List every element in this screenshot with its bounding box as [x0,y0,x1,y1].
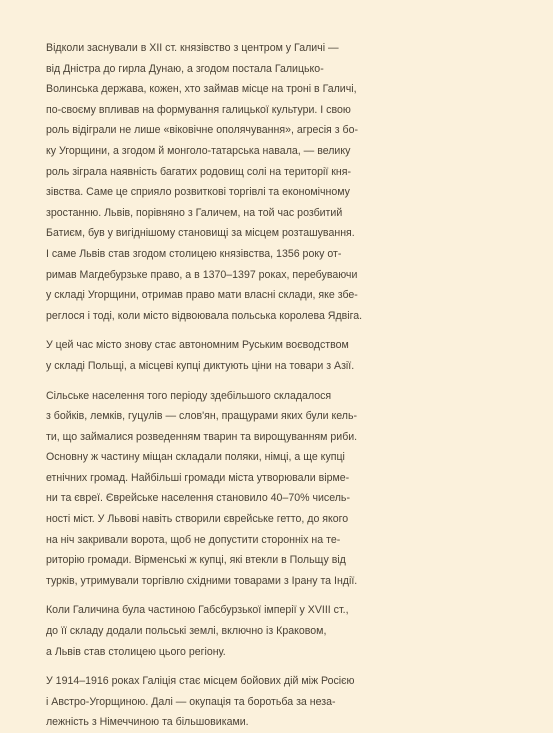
text-line: по-своєму впливав на формування галицької культури. І свою [46,103,351,116]
paragraph-autonomy [46,335,497,376]
text-line: ти, що займалися розведенням тварин та вирощуванням риби. [46,430,358,443]
text-line: турків, утримували торгівлю східними товарами з Ірану та Індії. [46,574,358,587]
paragraph-habsburg [46,600,497,662]
text-line: роль зіграла наявність багатих родовищ солі на території кня- [46,165,352,178]
text-line: від Дністра до гирла Дунаю, а згодом постала Галицько- [46,62,324,75]
text-line: зівства. Саме це сприяло розвиткові торгівлі та економічному [46,186,350,199]
text-line: У цей час місто знову стає автономним Руським воєводством [46,339,349,352]
text-line: лежність з Німеччиною та більшовиками. [46,716,249,729]
text-line: Сільське населення того періоду здебільшого складалося [46,389,332,402]
text-line: ку Угорщини, а згодом й монголо-татарська навала, — велику [46,144,351,157]
text-line: римав Магдебурзьке право, а в 1370–1397 роках, перебуваючи [46,268,358,281]
text-line: Відколи заснували в ХІІ ст. князівство з центром у Галичі — [46,42,339,54]
text-line: на ніч закривали ворота, щоб не допустити сторонніх на те- [46,533,341,546]
text-line: роль відіграли не лише «віковічне ополячування», агресія з бо- [46,124,359,137]
text-line: У 1914–1916 роках Галіція стає місцем бойових дій між Росією [46,675,355,688]
text-line: реглося і тоді, коли місто відвоювала польська королева Ядвіга. [46,309,363,322]
text-line: Волинська держава, кожен, хто займав місце на троні в Галичі, [46,83,357,96]
text-line: і Австро-Угорщиною. Далі — окупація та боротьба за неза- [46,695,336,708]
text-line: у складі Угорщини, отримав право мати власні склади, яке збе- [46,289,358,302]
text-line: зростанню. Львів, порівняно з Галичем, на той час розбитий [46,206,343,219]
text-line: Коли Галичина була частиною Габсбурзької імперії у XVIII ст., [46,604,349,617]
text-line: з бойків, лемків, гуцулів — слов'ян, пращурами яких були кель- [46,410,358,423]
text-line: ни та євреї. Єврейське населення становило 40–70% чисель- [46,492,350,505]
paragraph-galicia-history [46,38,497,326]
text-line: Батиєм, був у вигіднішому становищі за місцем розташування. [46,227,355,240]
text-line: до її складу додали польські землі, включно із Краковом, [46,625,327,638]
text-line: І саме Львів став згодом столицею князівства, 1356 року от- [46,247,342,260]
text-line: ності міст. У Львові навіть створили єврейське гетто, до якого [46,513,349,526]
paragraph-population [46,386,497,592]
text-line: риторію громади. Вірменські ж купці, які втекли в Польщу від [46,554,346,567]
text-line: у складі Польщі, а місцеві купці диктують ціни на товари з Азії. [46,359,355,372]
text-line: а Львів став столицею цього регіону. [46,645,226,658]
text-line: Основну ж частину міщан складали поляки, німці, а ще купці [46,451,345,464]
text-line: етнічних громад. Найбільші громади міста утворювали вірме- [46,471,350,484]
paragraph-war [46,671,497,733]
